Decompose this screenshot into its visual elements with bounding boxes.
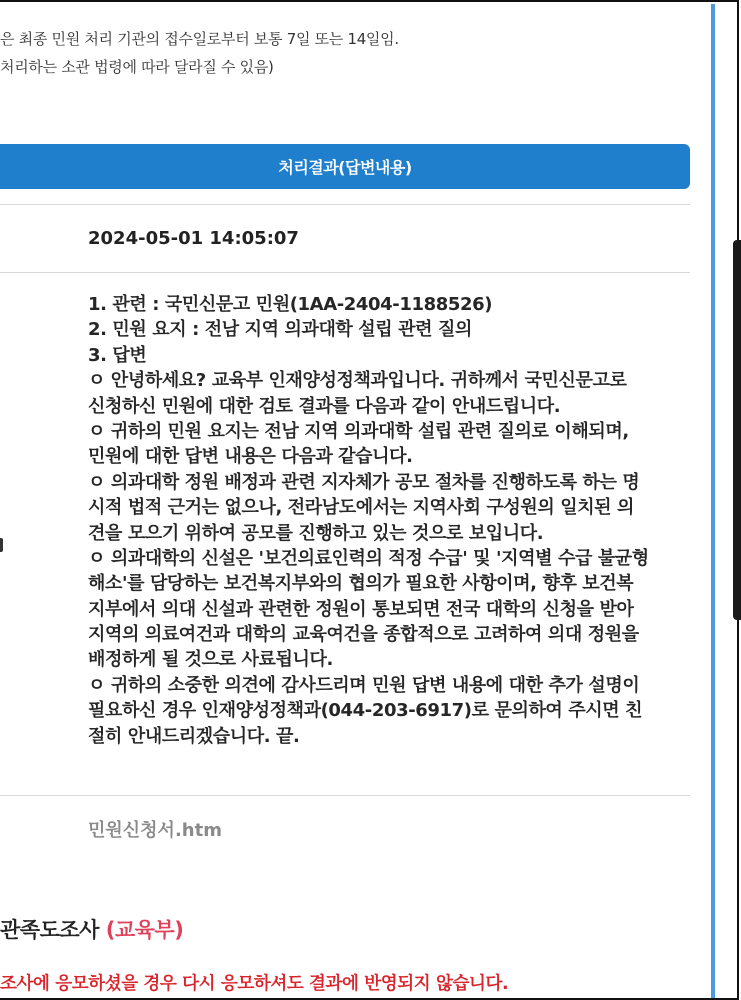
answer-line: 필요하신 경우 인재양성정책과(044-203-6917)로 문의하여 주시면 친 [88,700,643,722]
answer-line: 지부에서 의대 신설과 관련한 정원이 통보되면 전국 대학의 신청을 받아 [88,598,634,620]
answer-line: 절히 안내드리겠습니다. 끝. [88,725,300,747]
attachment-link[interactable]: 민원신청서.htm [88,820,222,841]
answer-line: ㅇ 귀하의 민원 요지는 전남 지역 의과대학 설립 관련 질의로 이해되며, [88,420,629,442]
answer-line: 견을 모으기 위하여 공모를 진행하고 있는 것으로 보입니다. [88,522,544,544]
answer-line: 배정하게 될 것으로 사료됩니다. [88,649,333,671]
answer-line: 시적 법적 근거는 없으나, 전라남도에서는 지역사회 구성원의 일치된 의 [88,497,635,519]
scrollbar[interactable] [711,4,715,998]
answer-content [88,292,698,749]
answer-line: 3. 답변 [88,344,147,366]
divider [0,204,690,205]
survey-title-text: 관족도조사 [0,918,99,942]
survey-warning: 조사에 응모하셨을 경우 다시 응모하셔도 결과에 반영되지 않습니다. [0,974,509,994]
answer-line: 민원에 대한 답변 내용은 다음과 같습니다. [88,446,413,468]
answer-line: 1. 관련 : 국민신문고 민원(1AA-2404-1188526) [88,294,493,315]
answer-line: ㅇ 귀하의 소중한 의견에 감사드리며 민원 답변 내용에 대한 추가 설명이 [88,674,640,696]
answer-line: 2. 민원 요지 : 전남 지역 의과대학 설립 관련 질의 [88,319,472,341]
side-panel-handle[interactable] [733,240,741,620]
answer-line: ㅇ 의과대학의 신설은 '보건의료인력의 적정 수급' 및 '지역별 수급 불균형 [88,547,649,569]
left-edge-marker [0,538,3,552]
answer-line: 신청하신 민원에 대한 검토 결과를 다음과 같이 안내드립니다. [88,395,561,417]
answer-line: 해소'를 담당하는 보건복지부와의 협의가 필요한 사항이며, 향후 보건복 [88,573,634,595]
result-section-header [0,144,690,189]
divider [0,272,690,273]
divider [0,795,690,796]
answer-line: ㅇ 의과대학 정원 배정과 관련 지자체가 공모 절차를 진행하도록 하는 명 [88,471,640,493]
answer-timestamp: 2024-05-01 14:05:07 [88,228,299,249]
answer-line: ㅇ 안녕하세요? 교육부 인재양성정책과입니다. 귀하께서 국민신문고로 [88,370,627,392]
satisfaction-survey-title [0,914,183,944]
result-section-title: 처리결과(답변내용) [278,158,412,177]
survey-dept: (교육부) [105,918,184,942]
processing-period-notice: 은 최종 민원 처리 기관의 접수일로부터 보통 7일 또는 14일임. [0,30,399,48]
processing-law-notice: 처리하는 소관 법령에 따라 달라질 수 있음) [0,58,274,76]
answer-line: 지역의 의료여건과 대학의 교육여건을 종합적으로 고려하여 의대 정원을 [88,624,639,646]
